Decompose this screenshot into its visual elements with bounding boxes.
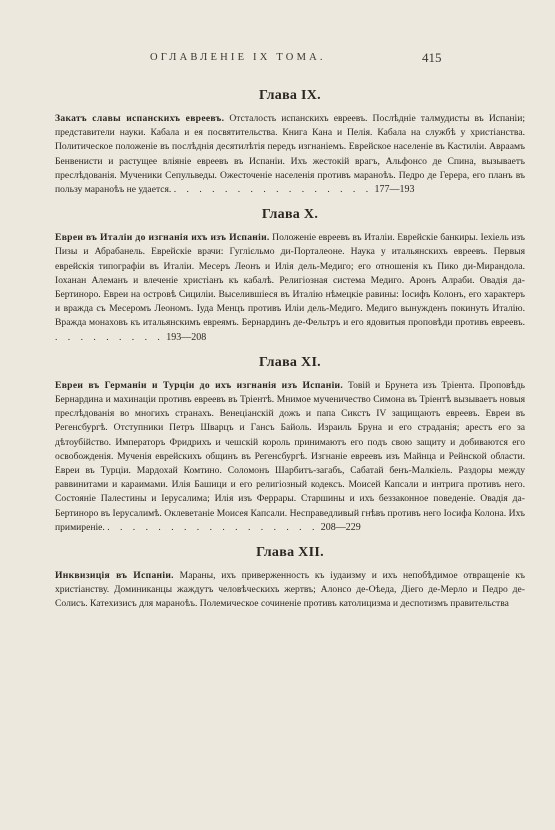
chapter-summary — [55, 379, 525, 535]
chapter-lead: Закатъ славы испанскихъ евреевъ. — [55, 113, 225, 124]
chapter-x — [55, 207, 525, 345]
chapter-title: Глава X. — [261, 207, 319, 223]
chapter-lead: Евреи въ Германіи и Турціи до ихъ изгнанія изъ Испаніи. — [55, 379, 344, 391]
page-range: 177—193 — [374, 184, 415, 196]
chapter-text: Отсталость испанскихъ евреевъ. Послѣдніе талмудисты въ Испаніи; представители науки. Кабала и ея посвятительства. Книга Кана и Пелія. Кабала на службѣ у христіанства. Политическое положеніе въ послѣднія десятилѣтія передъ изгнаніемъ. Еврейское населеніе въ Кастиліи. Авраамъ Бенвенисти и растущее вліяніе евреевъ въ Испаніи. Ихъ жестокій врагъ, Альфонсо де Спина, вызываетъ преслѣдованія. Мученики Сепульведы. Ожесточеніе населенія противъ мараноѣъ. Педро де Герера, его планъ въ пользу мараноѣъ не удается. — [55, 113, 526, 196]
chapter-summary — [55, 231, 525, 345]
dot-leader: . . . . . . . . . — [55, 331, 164, 343]
chapter-summary — [55, 112, 525, 197]
chapter-text: Товій и Брунета изъ Тріента. Проповѣдь Бернардина и махинаціи противъ евреевъ въ Тріентѣ. Мнимое мученичество Симона въ Тріентѣ вызываетъ новыя преслѣдованія во многихъ странахъ. Венеціанскій дожъ и папа Сикстъ IV защищаютъ евреевъ. Евреи въ Регенсбургѣ. Отступники Петръ Шварцъ и Гансъ Байоль. Израиль Бруна и его страданія; арестъ его за дѣтоубійство. Императоръ Фридрихъ и чешскій король принимаютъ его подъ свою защиту и добиваются его освобожденія. Мученія еврейскихъ общинъ въ Регенсбургѣ. Изгнаніе евреевъ изъ Майнца и Рейнской области. Евреи въ Турціи. Мардохай Комтино. Соломонъ Шарбитъ-загабъ, Сабатай бенъ-Малкіель. Раздоры между раввинитами и караимами. Илія Башици и его религіозный кодексъ. Моисей Капсали и интрига противъ него. Состояніе Палестины и Іерусалима; Илія изъ Феррары. Старшины и ихъ беззаконное поведеніе. Овадія да-Бертиноро въ Іерусалимѣ. Оклеветаніе Моисея Капсали. Несправедливый гнѣвъ противъ него Іосифа Колона. Ихъ примиреніе. — [55, 379, 525, 533]
running-head: ОГЛАВЛЕНІЕ IX ТОМА. — [150, 52, 326, 63]
page-range: 208—229 — [320, 521, 361, 533]
chapter-title: Глава XII. — [256, 545, 324, 561]
table-of-contents — [55, 82, 525, 612]
dot-leader: . . . . . . . . . . . . . . . . . — [107, 521, 319, 533]
page-number: 415 — [422, 50, 442, 65]
chapter-xii — [55, 545, 525, 612]
chapter-ix — [55, 88, 525, 197]
chapter-text: Мараны, ихъ приверженность къ іудаизму и ихъ непобѣдимое отвращеніе къ христіанству. Доминиканцы жаждутъ человѣческихъ жертвъ; Алонсо де-Оѣеда, Діего де-Мерло и Педро де-Солисъ. Катехизисъ для мараноѣъ. Полемическое сочиненіе противъ католицизма и деспотизмъ правительства — [55, 570, 525, 610]
chapter-lead: Евреи въ Италіи до изгнанія ихъ изъ Испаніи. — [55, 232, 270, 244]
page-header — [0, 50, 555, 70]
chapter-lead: Инквизиція въ Испаніи. — [55, 570, 174, 582]
chapter-text: Положеніе евреевъ въ Италіи. Еврейскіе банкиры. Іехіель изъ Пизы и Абрабанель. Еврейскіе врачи: Гуглієльмо ди-Порталеоне. Наука у итальянскихъ евреевъ. Первыя еврейскія типографіи въ Италіи. Месеръ Леонъ и Илія дель-Медиго; его отношенія къ Пико ди-Мирандола. Іоханан Алеманъ и влеченіе христіанъ къ кабалѣ. Религіозная система Медиго. Аронъ Алраби. Овадія да-Бертиноро. Евреи на островѣ Сициліи. Выселившіеся въ Италію нѣмецкіе равины: Іосифъ Колонъ, его характеръ и вражда съ Месеромъ Леономъ. Іуда Менцъ противъ Иліи дель-Медиго. Медиго вынужденъ покинуть Италію. Вражда монаховъ къ итальянскимъ евреямъ. Бернардинъ де-Фельтръ и его ядовитыя проповѣди противъ евреевъ. — [55, 232, 525, 329]
chapter-xi — [55, 355, 525, 535]
page-range: 193—208 — [166, 331, 207, 343]
chapter-summary — [55, 569, 525, 612]
chapter-title: Глава IX. — [258, 88, 321, 103]
chapter-title: Глава XI. — [258, 354, 321, 370]
dot-leader: . . . . . . . . . . . . . . . . — [173, 184, 373, 196]
